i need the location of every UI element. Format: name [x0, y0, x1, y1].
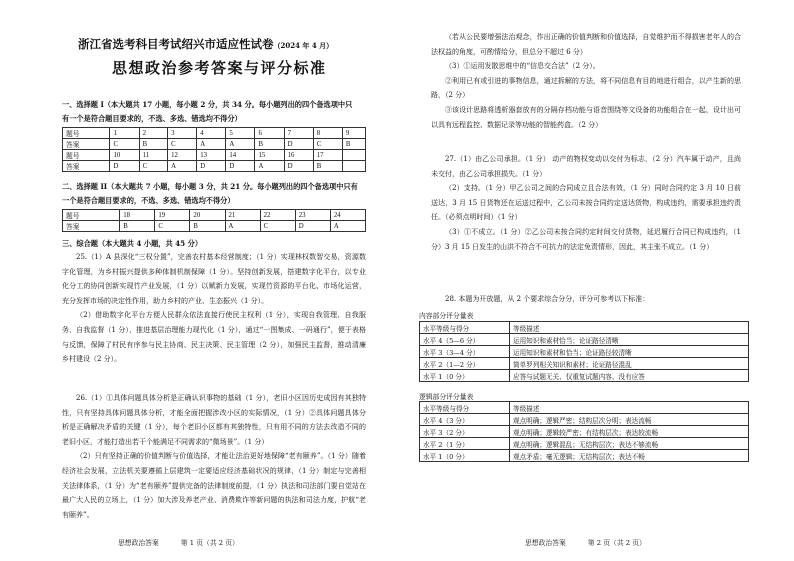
answer-cell: 题号 [63, 210, 120, 221]
table-row [420, 322, 749, 334]
section-2-heading: 二、选择题 II（本大题共 7 小题，每小题 3 分，共 21 分。每小题列出的四个备选项中只有 [62, 182, 358, 191]
scoring-cell: 运用知识和素材恰当；论证路径清晰 [510, 334, 749, 346]
section-1-heading: 一、选择题 I（本大题共 17 小题，每小题 2 分，共 34 分。每小题列出的四个备选项中只 [62, 100, 353, 109]
scoring-cell: 应答与试题无关、仅重复试题内容、没有应答 [510, 370, 749, 382]
answer-cell: A [330, 221, 365, 232]
answer-cell: B [120, 221, 155, 232]
page-2 [397, 0, 794, 561]
table-row [420, 438, 749, 450]
page-footer-2 [525, 537, 668, 547]
q26-part-3-1: （3）①运用发散思维中的“信息交合法”（2 分）。 [445, 62, 600, 71]
answer-cell: 2 [139, 128, 167, 139]
table-row [63, 161, 366, 172]
answer-key-title: 思想政治参考答案与评分标准 [112, 59, 327, 77]
answer-cell: 7 [284, 128, 313, 139]
q26-part-3-3: ③该设计思路将透析器套放有的分隔存档功能与语音围绕等文设备的功能组合在一起，设计出可以具有远程监控、数据记录等功能的智能药盒。（2 分） [431, 105, 741, 129]
answer-cell: 题号 [63, 150, 110, 161]
table-row [63, 139, 366, 150]
answer-cell: D [284, 161, 313, 172]
footer-subject: 思想政治答案 [525, 539, 566, 547]
answer-cell: 15 [255, 150, 284, 161]
answer-cell: C [313, 139, 342, 150]
table-row [63, 150, 366, 161]
answer-cell: A [255, 161, 284, 172]
exam-date: （2024 年 4 月） [273, 41, 334, 50]
answer-cell: 3 [168, 128, 197, 139]
answer-cell: A [197, 139, 226, 150]
answer-cell: C [155, 221, 190, 232]
q26-note: （若从公民要增强法治观念，作出正确的价值判断和价值选择，自觉维护而不得损害老年人的合法权益的角度，可酌情给分，但总分不超过 6 分） [431, 33, 741, 56]
answer-cell [342, 150, 365, 161]
table-row [420, 370, 749, 382]
answer-cell: B [139, 139, 167, 150]
answer-cell: 5 [226, 128, 255, 139]
q26-part-2: （2）只有坚持正确的价值判断与价值选择，才能让法治更好地保障“老有颐养”。（1 分）随着经济社会发展，立法机关要遵循上层建筑一定要适应经济基础状况的规律，（1 分）制定与完善相关法律体系，（1 分）为“老有颐养”提供完备的法律制度前提，（1 分）执法和司法部门要自觉站在最广大人民的立场上，（1 分）加大涉及养老产业、消费欺诈等新问题的执法和司法力度，护航“老有颐养”。 [62, 452, 366, 519]
page-footer-1 [118, 537, 261, 547]
footer-page-number: 第 2 页（共 2 页） [587, 539, 646, 547]
q27-part-1: 27.（1）由乙公司承担。（1 分） 动产的物权变动以交付为标志，（2 分）汽车属于动产，且尚未交付，由乙公司承担损失。（1 分） [431, 155, 741, 178]
scoring-cell: 观点明确；逻辑较严密；有结构层次；表达较流畅 [510, 426, 749, 438]
answer-cell: 4 [197, 128, 226, 139]
table-row [420, 450, 749, 462]
answer-cell: 19 [155, 210, 190, 221]
answer-cell: 10 [110, 150, 139, 161]
scoring-cell: 水平 2（1 分） [420, 438, 510, 450]
answer-cell: 17 [313, 150, 342, 161]
answer-cell: B [313, 161, 342, 172]
scoring-cell: 简单罗列相关知识和素材；论证路径混乱 [510, 358, 749, 370]
answer-cell: 16 [284, 150, 313, 161]
scoring-cell: 水平 4（5—6 分） [420, 334, 510, 346]
table-row [420, 346, 749, 358]
answer-cell: 8 [313, 128, 342, 139]
scoring-cell: 观点矛盾；毫无逻辑；无结构层次；表达不畅 [510, 450, 749, 462]
answer-cell: A [168, 161, 197, 172]
scoring-cell: 水平 3（2 分） [420, 426, 510, 438]
table-row [420, 414, 749, 426]
footer-page-number: 第 1 页（共 2 页） [180, 539, 239, 547]
answer-cell: 题号 [63, 128, 110, 139]
table-row [420, 358, 749, 370]
answer-cell: C [110, 139, 139, 150]
question-26-answer [62, 391, 366, 522]
answer-cell: 22 [260, 210, 295, 221]
scoring-cell: 观点明确；逻辑混乱；无结构层次；表达不够流畅 [510, 438, 749, 450]
answer-cell: 1 [110, 128, 139, 139]
answer-cell: 21 [225, 210, 260, 221]
answer-cell: C [260, 221, 295, 232]
answer-cell: 23 [295, 210, 330, 221]
answer-cell: 18 [120, 210, 155, 221]
scoring-cell: 水平 3（3—4 分） [420, 346, 510, 358]
section-1-heading-cont: 有一个是符合题目要求的，不选、多选、错选均不得分） [62, 114, 242, 123]
answer-cell: B [190, 221, 225, 232]
q25-part-2: （2）借助数字化平台方便人民群众依法直接行使民主权利（1 分），实现自我管理、自我服务、自我监督（1 分），推进基层治理能力现代化（1 分），通过“一图集成、一码通行”，便于表格与反馈，保障了村民有序参与民主协商、民主决策、民主管理（2 分），加强民主监督，推动清廉乡村建设（2 分）。 [62, 311, 366, 364]
table-row [63, 210, 366, 221]
table-row [63, 221, 366, 232]
q26-part-3-2: ②利用已有或引进的事物信息，通过拆解的方法，将不同信息有目的地进行组合，以产生新的思路，（2 分） [431, 76, 741, 100]
scoring-cell: 水平 1（0 分） [420, 450, 510, 462]
answer-cell: A [226, 139, 255, 150]
scoring-cell: 等级描述 [510, 322, 749, 334]
question-25-answer [62, 250, 366, 367]
answer-cell: 11 [139, 150, 167, 161]
answer-cell: 9 [342, 128, 365, 139]
scoring-cell: 运用知识和素材和恰当；论证路径较清晰 [510, 346, 749, 358]
scoring-cell: 水平 4（3 分） [420, 414, 510, 426]
q27-part-2: （2）支持。（1 分）甲乙公司之间的合同成立且合法有效，（1 分）同时合同约定 3 月 10 日前送达，3 月 15 日货物还在运送过程中，乙公司未按合同约定送达货物，构成违约，需要承担违约责任。（必须点明时间）（1 分） [431, 184, 741, 222]
answer-table-2 [62, 209, 366, 232]
q27-part-3: （3）①不成立。（1 分）②乙公司未按合同约定时间交付货物，延迟履行合同已构成违约，（1 分）3 月 15 日发生的山洪不符合不可抗力的法定免责情形，因此，其主张不成立。（1 分） [431, 227, 741, 251]
answer-cell: 答案 [63, 139, 110, 150]
table-row [420, 334, 749, 346]
table-row [420, 426, 749, 438]
table-row [63, 128, 366, 139]
section-3-heading: 三、综合题（本大题共 4 小题，共 45 分） [62, 239, 203, 248]
section-2-heading-cont: 一个是符合题目要求的，不选、多选、错选均不得分） [62, 196, 235, 205]
content-scoring-table [419, 321, 749, 382]
answer-cell: D [197, 161, 226, 172]
answer-cell: 6 [255, 128, 284, 139]
answer-cell: B [255, 139, 284, 150]
scoring-cell: 水平 1（0 分） [420, 370, 510, 382]
question-26-continued [431, 30, 741, 132]
content-scale-caption: 内容部分评分量表 [419, 312, 474, 320]
scoring-cell: 水平 2（1—2 分） [420, 358, 510, 370]
answer-table-1 [62, 127, 366, 172]
answer-cell: C [168, 139, 197, 150]
footer-subject: 思想政治答案 [118, 539, 159, 547]
answer-cell: 13 [197, 150, 226, 161]
logic-scale-caption: 逻辑部分评分量表 [419, 393, 474, 401]
q25-part-1: 25.（1）A 县深化“三权分置”，完善农村基本经营制度；（1 分）实现林权数智交易，资源数字化管理，为乡村振兴提供多种体制机制保障（1 分）。坚持创新发展，搭建数字化平台，以专业化分工的协同创新实现竹产业发展，（1 分）以赋新力发展，实现竹资源的平台化、市场化运营，充分发挥市场的决定性作用，助力乡村的产业、生态振兴（1 分）。 [62, 253, 366, 305]
answer-cell: 12 [168, 150, 197, 161]
answer-cell [342, 161, 365, 172]
exam-title [78, 36, 333, 52]
exam-title-text: 浙江省选考科目考试绍兴市适应性试卷 [78, 37, 274, 51]
scoring-cell: 等级描述 [510, 402, 749, 414]
answer-cell: D [295, 221, 330, 232]
answer-cell: D [284, 139, 313, 150]
answer-cell: D [110, 161, 139, 172]
answer-cell: A [225, 221, 260, 232]
table-row [420, 402, 749, 414]
scoring-cell: 水平等级与得分 [420, 402, 510, 414]
scoring-cell: 水平等级与得分 [420, 322, 510, 334]
logic-scoring-table [419, 401, 749, 462]
answer-cell: B [342, 139, 365, 150]
question-28-intro [431, 292, 741, 307]
answer-cell: 答案 [63, 221, 120, 232]
answer-cell: 24 [330, 210, 365, 221]
q26-part-1: 26.（1）①具体问题具体分析是正确认识事物的基础（1 分），老旧小区因历史成因有其独特性，只有坚持具体问题具体分析，才能全面把握涉改小区的实际情况，（1 分）②具体问题具体分析是正确解决矛盾的关键（1 分），每个老旧小区都有其独特性，只有用不同的方法去改造不同的老旧小区，才能打造出若干个能满足不同需求的“微场景”。（1 分） [62, 394, 366, 446]
q28-text: 28. 本题为开放题，从 2 个要求综合分分，评分可参考以下标准： [445, 295, 650, 303]
answer-cell: 答案 [63, 161, 110, 172]
answer-cell: C [139, 161, 167, 172]
answer-cell: 14 [226, 150, 255, 161]
scoring-cell: 观点明确；逻辑严密；结构层次分明；表达流畅 [510, 414, 749, 426]
question-27-answer [431, 152, 741, 254]
answer-cell: D [226, 161, 255, 172]
answer-cell: 20 [190, 210, 225, 221]
